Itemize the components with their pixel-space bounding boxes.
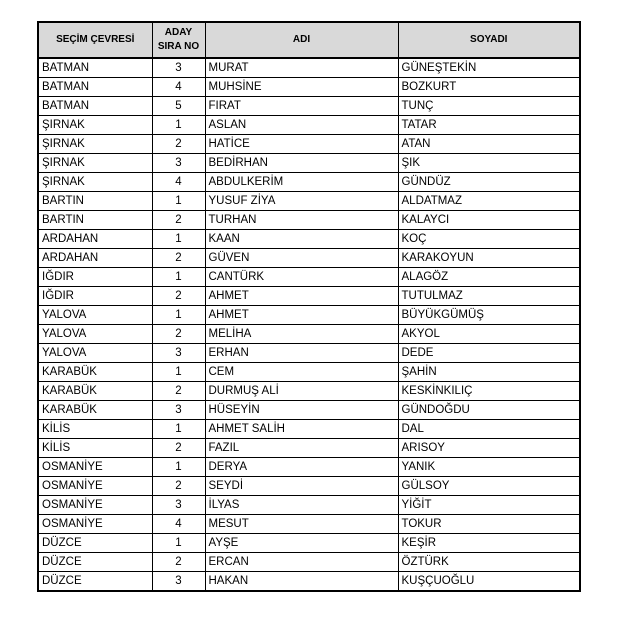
table-row (38, 154, 580, 173)
table-row (38, 78, 580, 97)
cell-district: BARTIN (38, 211, 152, 230)
cell-district: YALOVA (38, 344, 152, 363)
cell-name: TURHAN (205, 211, 398, 230)
cell-order: 1 (152, 420, 205, 439)
table-row (38, 268, 580, 287)
table-row (38, 287, 580, 306)
cell-surname: GÜNEŞTEKİN (398, 58, 580, 78)
cell-district: BATMAN (38, 78, 152, 97)
cell-order: 2 (152, 287, 205, 306)
cell-order: 2 (152, 325, 205, 344)
table-row (38, 58, 580, 78)
cell-name: ERCAN (205, 553, 398, 572)
cell-district: KARABÜK (38, 382, 152, 401)
table-row (38, 211, 580, 230)
table-row (38, 97, 580, 116)
cell-district: IĞDIR (38, 268, 152, 287)
cell-name: MESUT (205, 515, 398, 534)
cell-order: 2 (152, 135, 205, 154)
cell-surname: AKYOL (398, 325, 580, 344)
cell-name: GÜVEN (205, 249, 398, 268)
cell-district: ŞIRNAK (38, 135, 152, 154)
cell-order: 3 (152, 58, 205, 78)
cell-district: KİLİS (38, 420, 152, 439)
table-row (38, 496, 580, 515)
table-row (38, 135, 580, 154)
cell-district: BATMAN (38, 97, 152, 116)
table-row (38, 173, 580, 192)
table-row (38, 382, 580, 401)
cell-district: ŞIRNAK (38, 173, 152, 192)
cell-order: 1 (152, 230, 205, 249)
cell-name: HAKAN (205, 572, 398, 592)
cell-order: 4 (152, 515, 205, 534)
cell-name: AHMET (205, 306, 398, 325)
cell-surname: ŞAHİN (398, 363, 580, 382)
cell-order: 3 (152, 401, 205, 420)
cell-order: 3 (152, 154, 205, 173)
cell-name: YUSUF ZİYA (205, 192, 398, 211)
cell-surname: KOÇ (398, 230, 580, 249)
table-row (38, 344, 580, 363)
cell-order: 2 (152, 249, 205, 268)
cell-name: MELİHA (205, 325, 398, 344)
cell-district: OSMANİYE (38, 458, 152, 477)
cell-name: MUHSİNE (205, 78, 398, 97)
cell-district: OSMANİYE (38, 496, 152, 515)
cell-district: DÜZCE (38, 553, 152, 572)
cell-district: DÜZCE (38, 534, 152, 553)
table-row (38, 192, 580, 211)
cell-district: ŞIRNAK (38, 116, 152, 135)
table-body (38, 58, 580, 591)
cell-district: YALOVA (38, 325, 152, 344)
cell-order: 2 (152, 382, 205, 401)
cell-district: DÜZCE (38, 572, 152, 592)
cell-order: 1 (152, 306, 205, 325)
cell-order: 5 (152, 97, 205, 116)
cell-surname: KUŞÇUOĞLU (398, 572, 580, 592)
cell-surname: ALDATMAZ (398, 192, 580, 211)
cell-order: 2 (152, 553, 205, 572)
cell-surname: TUNÇ (398, 97, 580, 116)
cell-name: SEYDİ (205, 477, 398, 496)
cell-surname: DAL (398, 420, 580, 439)
cell-surname: GÜNDÜZ (398, 173, 580, 192)
column-header-order-line1: ADAY (164, 27, 193, 38)
table-row (38, 477, 580, 496)
cell-name: MURAT (205, 58, 398, 78)
table-row (38, 553, 580, 572)
cell-order: 3 (152, 496, 205, 515)
cell-order: 1 (152, 458, 205, 477)
table-row (38, 515, 580, 534)
cell-name: ERHAN (205, 344, 398, 363)
cell-name: HÜSEYİN (205, 401, 398, 420)
cell-name: AHMET (205, 287, 398, 306)
cell-surname: YİĞİT (398, 496, 580, 515)
cell-name: HATİCE (205, 135, 398, 154)
cell-district: BATMAN (38, 58, 152, 78)
cell-order: 4 (152, 173, 205, 192)
table-row (38, 572, 580, 592)
cell-surname: KALAYCI (398, 211, 580, 230)
cell-name: AHMET SALİH (205, 420, 398, 439)
cell-order: 3 (152, 344, 205, 363)
cell-surname: ÖZTÜRK (398, 553, 580, 572)
cell-surname: GÜNDOĞDU (398, 401, 580, 420)
cell-surname: ŞIK (398, 154, 580, 173)
cell-order: 2 (152, 439, 205, 458)
cell-district: ŞIRNAK (38, 154, 152, 173)
table-row (38, 534, 580, 553)
cell-surname: TOKUR (398, 515, 580, 534)
table-row (38, 116, 580, 135)
table-row (38, 306, 580, 325)
cell-order: 2 (152, 211, 205, 230)
cell-name: ABDULKERİM (205, 173, 398, 192)
cell-name: BEDİRHAN (205, 154, 398, 173)
cell-surname: BÜYÜKGÜMÜŞ (398, 306, 580, 325)
cell-surname: KEŞİR (398, 534, 580, 553)
cell-district: BARTIN (38, 192, 152, 211)
cell-district: ARDAHAN (38, 249, 152, 268)
cell-surname: BOZKURT (398, 78, 580, 97)
cell-district: IĞDIR (38, 287, 152, 306)
cell-surname: ALAGÖZ (398, 268, 580, 287)
cell-surname: KARAKOYUN (398, 249, 580, 268)
cell-surname: TATAR (398, 116, 580, 135)
cell-name: DERYA (205, 458, 398, 477)
cell-surname: GÜLSOY (398, 477, 580, 496)
cell-surname: DEDE (398, 344, 580, 363)
cell-order: 1 (152, 363, 205, 382)
cell-name: CANTÜRK (205, 268, 398, 287)
table-row (38, 363, 580, 382)
table-row (38, 420, 580, 439)
table-row (38, 249, 580, 268)
cell-surname: ARISOY (398, 439, 580, 458)
cell-name: ASLAN (205, 116, 398, 135)
table-row (38, 458, 580, 477)
cell-surname: KESKİNKILIÇ (398, 382, 580, 401)
cell-order: 1 (152, 116, 205, 135)
table-row (38, 325, 580, 344)
cell-order: 1 (152, 192, 205, 211)
cell-surname: ATAN (398, 135, 580, 154)
cell-name: FAZIL (205, 439, 398, 458)
cell-name: FIRAT (205, 97, 398, 116)
column-header-name: ADI (205, 22, 398, 58)
cell-district: ARDAHAN (38, 230, 152, 249)
column-header-surname: SOYADI (398, 22, 580, 58)
cell-name: AYŞE (205, 534, 398, 553)
table-header-row (38, 22, 580, 58)
cell-district: KARABÜK (38, 401, 152, 420)
cell-name: İLYAS (205, 496, 398, 515)
cell-district: KİLİS (38, 439, 152, 458)
cell-district: OSMANİYE (38, 477, 152, 496)
candidate-table (37, 21, 581, 592)
cell-surname: TUTULMAZ (398, 287, 580, 306)
column-header-order-line2: SIRA NO (157, 41, 200, 52)
cell-order: 4 (152, 78, 205, 97)
cell-order: 3 (152, 572, 205, 592)
cell-order: 2 (152, 477, 205, 496)
cell-name: CEM (205, 363, 398, 382)
table-row (38, 230, 580, 249)
candidate-list-sheet (37, 21, 581, 592)
cell-surname: YANIK (398, 458, 580, 477)
cell-name: KAAN (205, 230, 398, 249)
cell-district: OSMANİYE (38, 515, 152, 534)
column-header-order (152, 22, 205, 58)
column-header-district: SEÇİM ÇEVRESİ (38, 22, 152, 58)
cell-order: 1 (152, 534, 205, 553)
cell-name: DURMUŞ ALİ (205, 382, 398, 401)
table-row (38, 401, 580, 420)
cell-district: KARABÜK (38, 363, 152, 382)
cell-order: 1 (152, 268, 205, 287)
cell-district: YALOVA (38, 306, 152, 325)
table-row (38, 439, 580, 458)
